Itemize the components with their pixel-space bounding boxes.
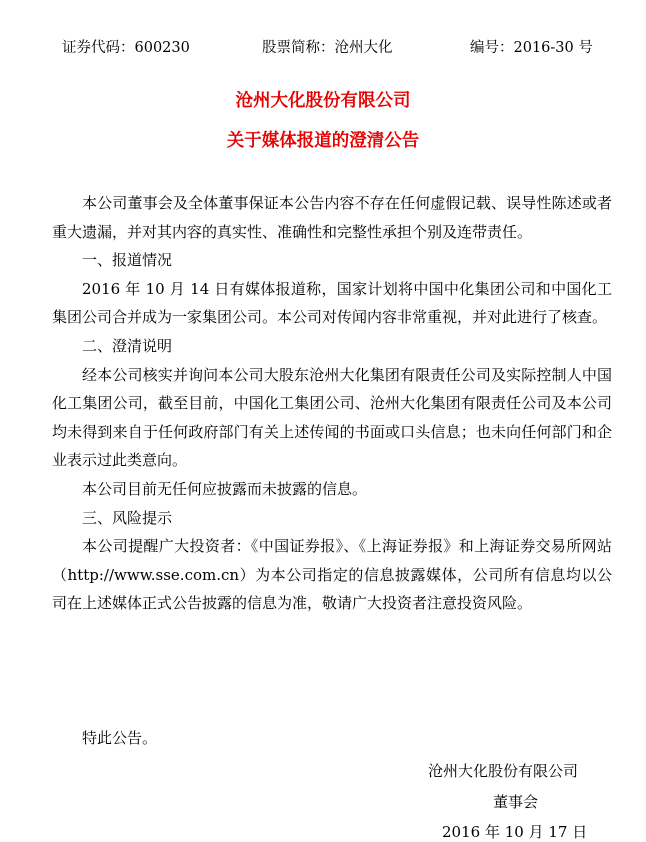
stock-abbreviation: 股票简称：沧州大化	[262, 40, 393, 56]
risk-paragraph: 本公司提醒广大投资者：《中国证券报》、《上海证券报》和上海证券交易所网站（http://www.sse.com.cn）为本公司指定的信息披露媒体，公司所有信息均以公司在上述媒体正式公告披露的信息为准，敬请广大投资者注意投资风险。	[52, 537, 612, 613]
signature-board: 董事会	[493, 793, 539, 811]
announcement-title: 关于媒体报道的澄清公告	[226, 131, 420, 151]
section-heading-risk: 三、风险提示	[82, 508, 173, 527]
section-heading-clarification: 二、澄清说明	[82, 336, 173, 355]
signature-date: 2016 年 10 月 17 日	[442, 823, 588, 841]
signature-company: 沧州大化股份有限公司	[428, 762, 579, 780]
intro-paragraph: 本公司董事会及全体董事保证本公告内容不存在任何虚假记载、误导性陈述或者重大遗漏，并对其内容的真实性、准确性和完整性承担个别及连带责任。	[52, 194, 612, 241]
company-title: 沧州大化股份有限公司	[235, 91, 411, 111]
stock-code: 证券代码：600230	[62, 40, 190, 56]
clarification-paragraph: 经本公司核实并询问本公司大股东沧州大化集团有限责任公司及实际控制人中国化工集团公司，截至目前，中国化工集团公司、沧州大化集团有限责任公司及本公司均未得到来自于任何政府部门有关上述传闻的书面或口头信息；也未向任何部门和企业表示过此类意向。	[52, 365, 612, 470]
announcement-body	[52, 189, 612, 618]
announcement-number: 编号：2016-30 号	[470, 40, 593, 56]
report-paragraph: 2016 年 10 月 14 日有媒体报道称，国家计划将中国中化集团公司和中国化工集团公司合并成为一家集团公司。本公司对传闻内容非常重视，并对此进行了核查。	[52, 279, 612, 327]
closing-text: 特此公告。	[82, 729, 158, 747]
section-heading-report: 一、报道情况	[82, 251, 173, 270]
no-undisclosed-paragraph: 本公司目前无任何应披露而未披露的信息。	[82, 479, 368, 498]
